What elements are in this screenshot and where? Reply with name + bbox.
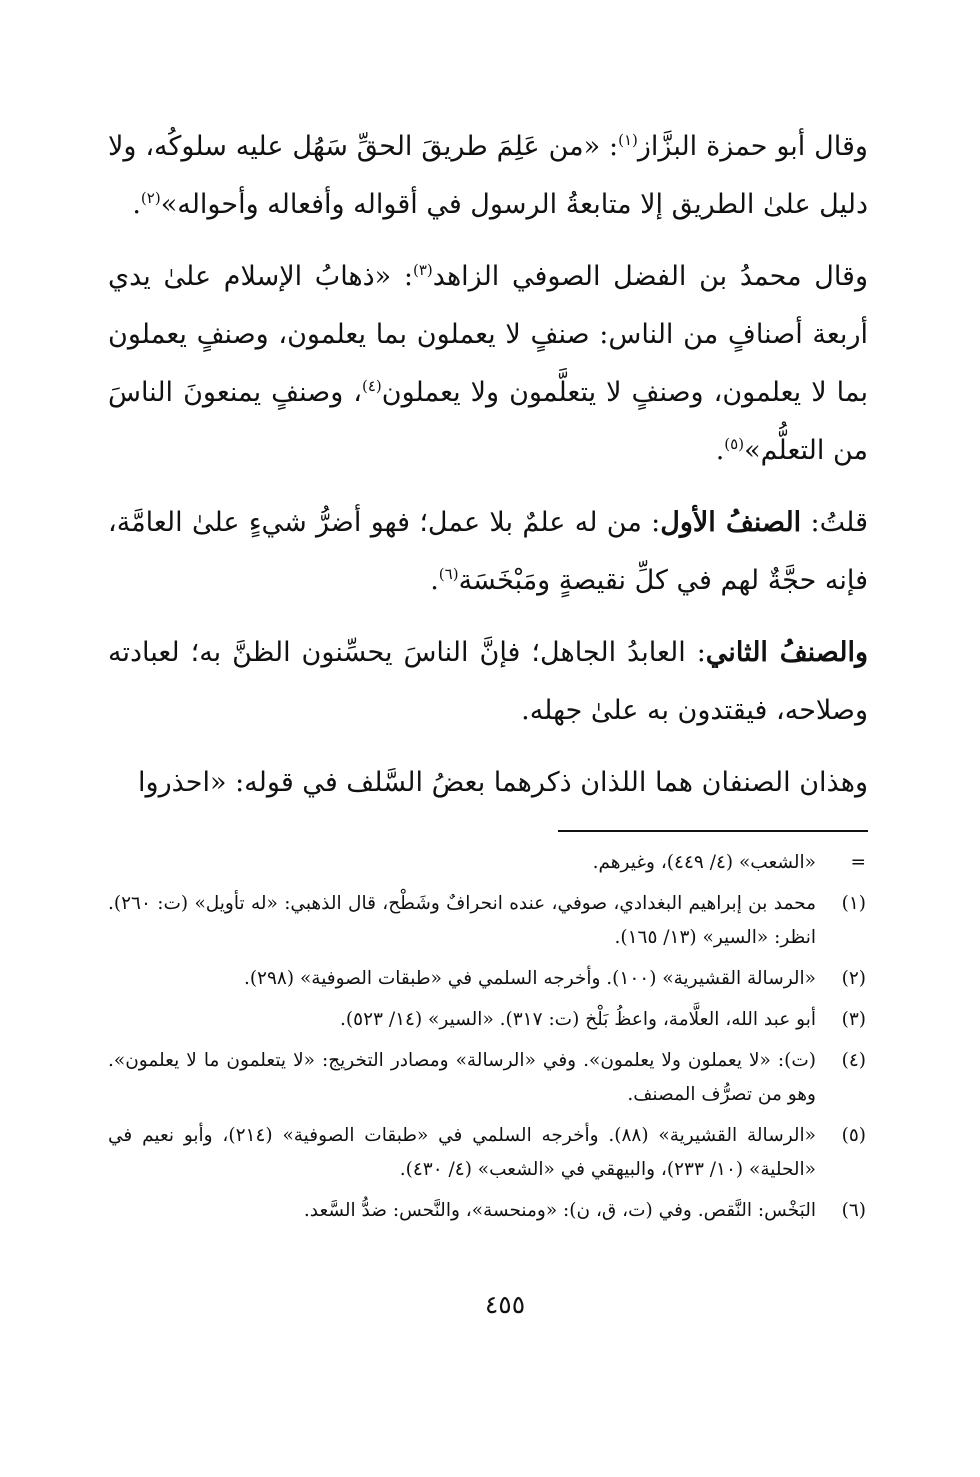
footnote-number: (٦) [841, 1200, 866, 1221]
bold-heading-second-type: والصنفُ الثاني [705, 637, 868, 668]
paragraph-text: قلتُ: [801, 507, 868, 538]
footnote-ref-4[interactable]: (٤) [361, 377, 382, 395]
paragraph-text: وقال محمدُ بن الفضل الصوفي الزاهد [432, 261, 868, 292]
footnote-number: (٣) [841, 1009, 866, 1030]
footnote-number: (٢) [841, 968, 866, 989]
paragraph-text: وهذان الصنفان هما اللذان ذكرهما بعضُ السَّلف في قوله: «احذروا [138, 767, 868, 798]
footnote-number: = [850, 852, 866, 873]
footnote-5 [108, 1119, 868, 1187]
bold-heading-first-type: الصنفُ الأول [660, 507, 802, 538]
page-number-text: ٤٥٥ [484, 1290, 526, 1319]
paragraph-text: . [430, 565, 439, 596]
footnote-divider [558, 830, 868, 832]
footnotes-section [108, 846, 868, 1235]
footnote-number: (١) [841, 893, 866, 914]
footnote-ref-3[interactable]: (٣) [412, 261, 433, 279]
footnote-1 [108, 887, 868, 955]
footnote-6 [108, 1194, 868, 1228]
paragraph-two-types [108, 754, 868, 812]
footnote-4 [108, 1044, 868, 1112]
footnote-text: (ت): «لا يعملون ولا يعلمون». وفي «الرسالة» ومصادر التخريج: «لا يتعلمون ما لا يعلمون». وهو من تصرُّف المصنف. [108, 1050, 816, 1105]
footnote-ref-5[interactable]: (٥) [724, 435, 745, 453]
footnote-continuation [108, 846, 868, 880]
page-number [0, 1290, 980, 1319]
footnote-text: البَخْس: النَّقص. وفي (ت، ق، ن): «ومنحسة»، والنَّحس: ضدُّ السَّعد. [303, 1200, 816, 1221]
paragraph-abu-hamza [108, 118, 868, 234]
footnote-text: محمد بن إبراهيم البغدادي، صوفي، عنده انحرافٌ وشَطْح، قال الذهبي: «له تأويل» (ت: ٢٦٠). انظر: «السير» (١٣/ ١٦٥). [108, 893, 816, 948]
footnote-ref-1[interactable]: (١) [618, 131, 638, 149]
paragraph-text: : «ذهابُ الإسلام علىٰ يدي أربعة أصنافٍ من الناس: صنفٍ لا يعملون بما يعلمون، وصنفٍ يعملون بما لا يعلمون، وصنفٍ لا يتعلَّمون ولا يعملون [108, 261, 868, 408]
footnote-text: «الرسالة القشيرية» (٨٨). وأخرجه السلمي في «طبقات الصوفية» (٢١٤)، وأبو نعيم في «الحلية» (١٠/ ٢٣٣)، والبيهقي في «الشعب» (٤/ ٤٣٠). [108, 1125, 816, 1180]
main-text-body [108, 118, 868, 826]
paragraph-text: ، وصنفٍ يمنعونَ الناسَ من التعلُّم» [108, 377, 868, 466]
paragraph-second-type [108, 624, 868, 740]
footnote-ref-2[interactable]: (٢) [140, 189, 161, 207]
paragraph-first-type [108, 494, 868, 610]
paragraph-text: : «من عَلِمَ طريقَ الحقِّ سَهُل عليه سلوكُه، ولا دليل علىٰ الطريق إلا متابعةُ الرسول في أقواله وأفعاله وأحواله» [108, 131, 868, 220]
footnote-2 [108, 962, 868, 996]
paragraph-text: وقال أبو حمزة البزَّاز [637, 131, 868, 162]
footnote-number: (٥) [841, 1125, 866, 1146]
paragraph-text: . [132, 189, 141, 220]
footnote-text: «الرسالة القشيرية» (١٠٠). وأخرجه السلمي في «طبقات الصوفية» (٢٩٨). [243, 968, 816, 989]
footnote-number: (٤) [841, 1050, 866, 1071]
paragraph-text: . [715, 435, 725, 466]
paragraph-text: : العابدُ الجاهل؛ فإنَّ الناسَ يحسِّنون الظنَّ به؛ لعبادته وصلاحه، فيقتدون به علىٰ جهله. [108, 637, 868, 726]
footnote-3 [108, 1003, 868, 1037]
paragraph-text: : من له علمٌ بلا عمل؛ فهو أضرُّ شيءٍ علىٰ العامَّة، فإنه حجَّةٌ لهم في كلِّ نقيصةٍ ومَبْخَسَة [108, 507, 868, 596]
footnote-text: أبو عبد الله، العلَّامة، واعظُ بَلْخ (ت: ٣١٧). «السير» (١٤/ ٥٢٣). [340, 1009, 816, 1030]
footnote-text: «الشعب» (٤/ ٤٤٩)، وغيرهم. [592, 852, 816, 873]
footnote-ref-6[interactable]: (٦) [438, 565, 459, 583]
paragraph-muhammad-ibn-al-fadl [108, 248, 868, 480]
